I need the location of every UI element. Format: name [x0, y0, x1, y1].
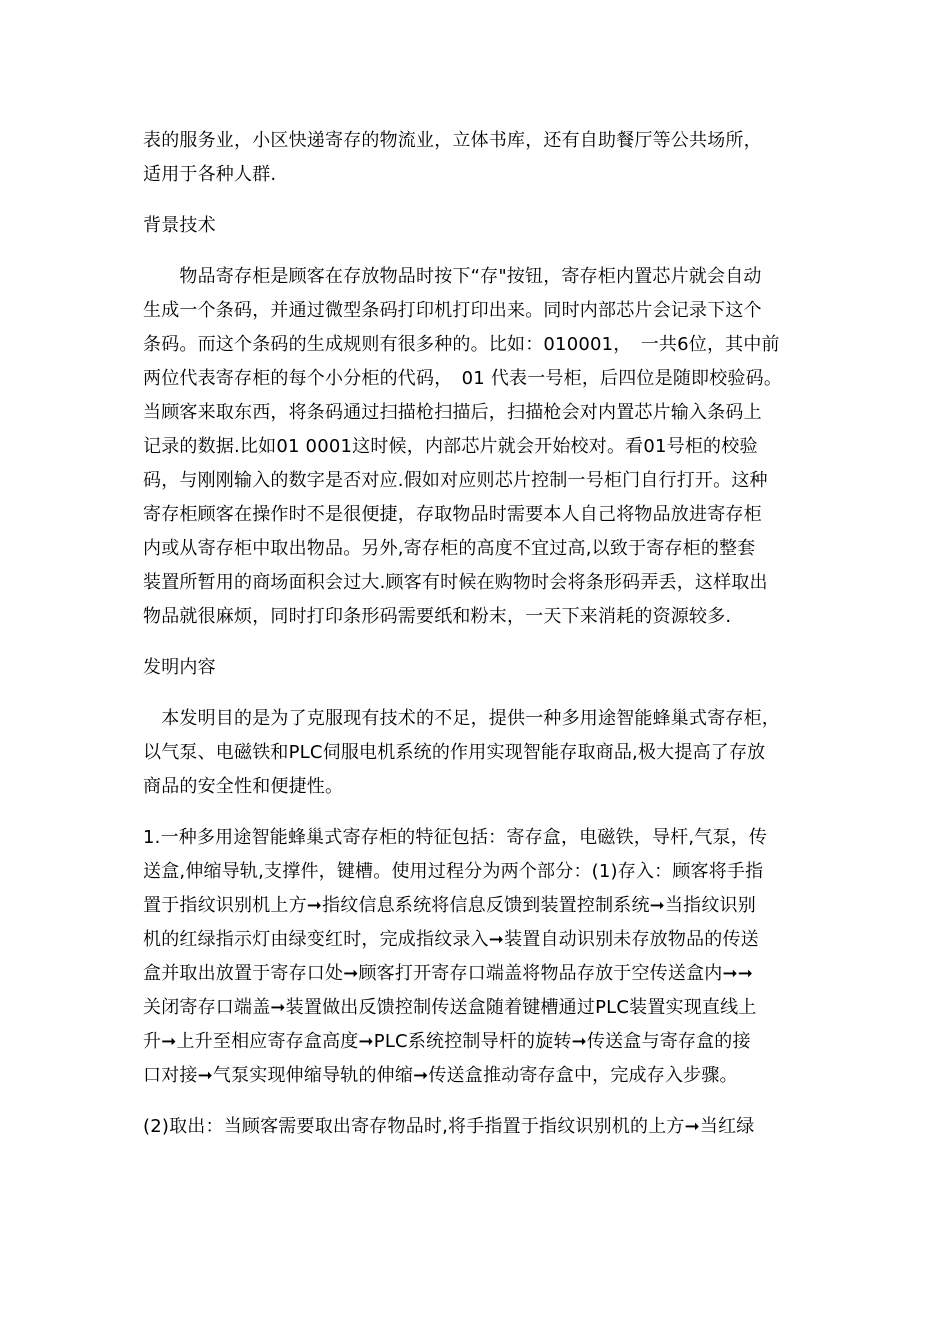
text-line: 码，与刚刚输入的数字是否对应.假如对应则芯片控制一号柜门自行打开。这种: [143, 470, 768, 491]
text-line: 送盒,伸缩导轨,支撑件，键槽。使用过程分为两个部分：(1)存入：顾客将手指: [143, 861, 764, 882]
text-line: 生成一个条码，并通过微型条码打印机打印出来。同时内部芯片会记录下这个: [143, 300, 762, 321]
text-line: 两位代表寄存柜的每个小分柜的代码， 01 代表一号柜，后四位是随即校验码。: [143, 368, 783, 389]
text-line: 升➞上升至相应寄存盒高度➞PLC系统控制导杆的旋转➞传送盒与寄存盒的接: [143, 1031, 751, 1052]
text-line: 记录的数据.比如01 0001这时候，内部芯片就会开始校对。看01号柜的校验: [143, 436, 758, 457]
text-line: (2)取出：当顾客需要取出寄存物品时,将手指置于指纹识别机的上方➞当红绿: [143, 1116, 755, 1137]
text-line: 本发明目的是为了克服现有技术的不足，提供一种多用途智能蜂巢式寄存柜，: [143, 708, 780, 729]
section-heading: 发明内容: [143, 657, 216, 678]
text-line: 装置所暂用的商场面积会过大.顾客有时候在购物时会将条形码弄丢，这样取出: [143, 572, 768, 593]
text-line: 条码。而这个条码的生成规则有很多种的。比如：010001， 一共6位，其中前: [143, 334, 780, 355]
text-line: 当顾客来取东西，将条码通过扫描枪扫描后，扫描枪会对内置芯片输入条码上: [143, 402, 762, 423]
text-line: 寄存柜顾客在操作时不是很便捷，存取物品时需要本人自己将物品放进寄存柜: [143, 504, 762, 525]
text-line: 口对接➞气泵实现伸缩导轨的伸缩➞传送盒推动寄存盒中，完成存入步骤。: [143, 1065, 738, 1086]
text-line: 物品就很麻烦，同时打印条形码需要纸和粉末，一天下来消耗的资源较多.: [143, 606, 732, 627]
text-line: 表的服务业，小区快递寄存的物流业，立体书库，还有自助餐厅等公共场所，: [143, 130, 762, 151]
text-line: 商品的安全性和便捷性。: [143, 776, 344, 797]
text-line: 1.一种多用途智能蜂巢式寄存柜的特征包括：寄存盒，电磁铁，导杆,气泵，传: [143, 827, 768, 848]
text-line: 机的红绿指示灯由绿变红时，完成指纹录入➞装置自动识别未存放物品的传送: [143, 929, 759, 950]
text-line: 适用于各种人群.: [143, 164, 277, 185]
text-line: 以气泵、电磁铁和PLC伺服电机系统的作用实现智能存取商品,极大提高了存放: [143, 742, 766, 763]
text-line: 物品寄存柜是顾客在存放物品时按下“存"按钮，寄存柜内置芯片就会自动: [143, 266, 762, 287]
text-line: 置于指纹识别机上方➞指纹信息系统将信息反馈到装置控制系统➞当指纹识别: [143, 895, 756, 916]
text-line: 盒并取出放置于寄存口处➞顾客打开寄存口端盖将物品存放于空传送盒内➞➞: [143, 963, 754, 984]
section-heading: 背景技术: [143, 215, 216, 236]
text-line: 关闭寄存口端盖➞装置做出反馈控制传送盒随着键槽通过PLC装置实现直线上: [143, 997, 757, 1018]
text-line: 内或从寄存柜中取出物品。另外,寄存柜的高度不宜过高,以致于寄存柜的整套: [143, 538, 756, 559]
